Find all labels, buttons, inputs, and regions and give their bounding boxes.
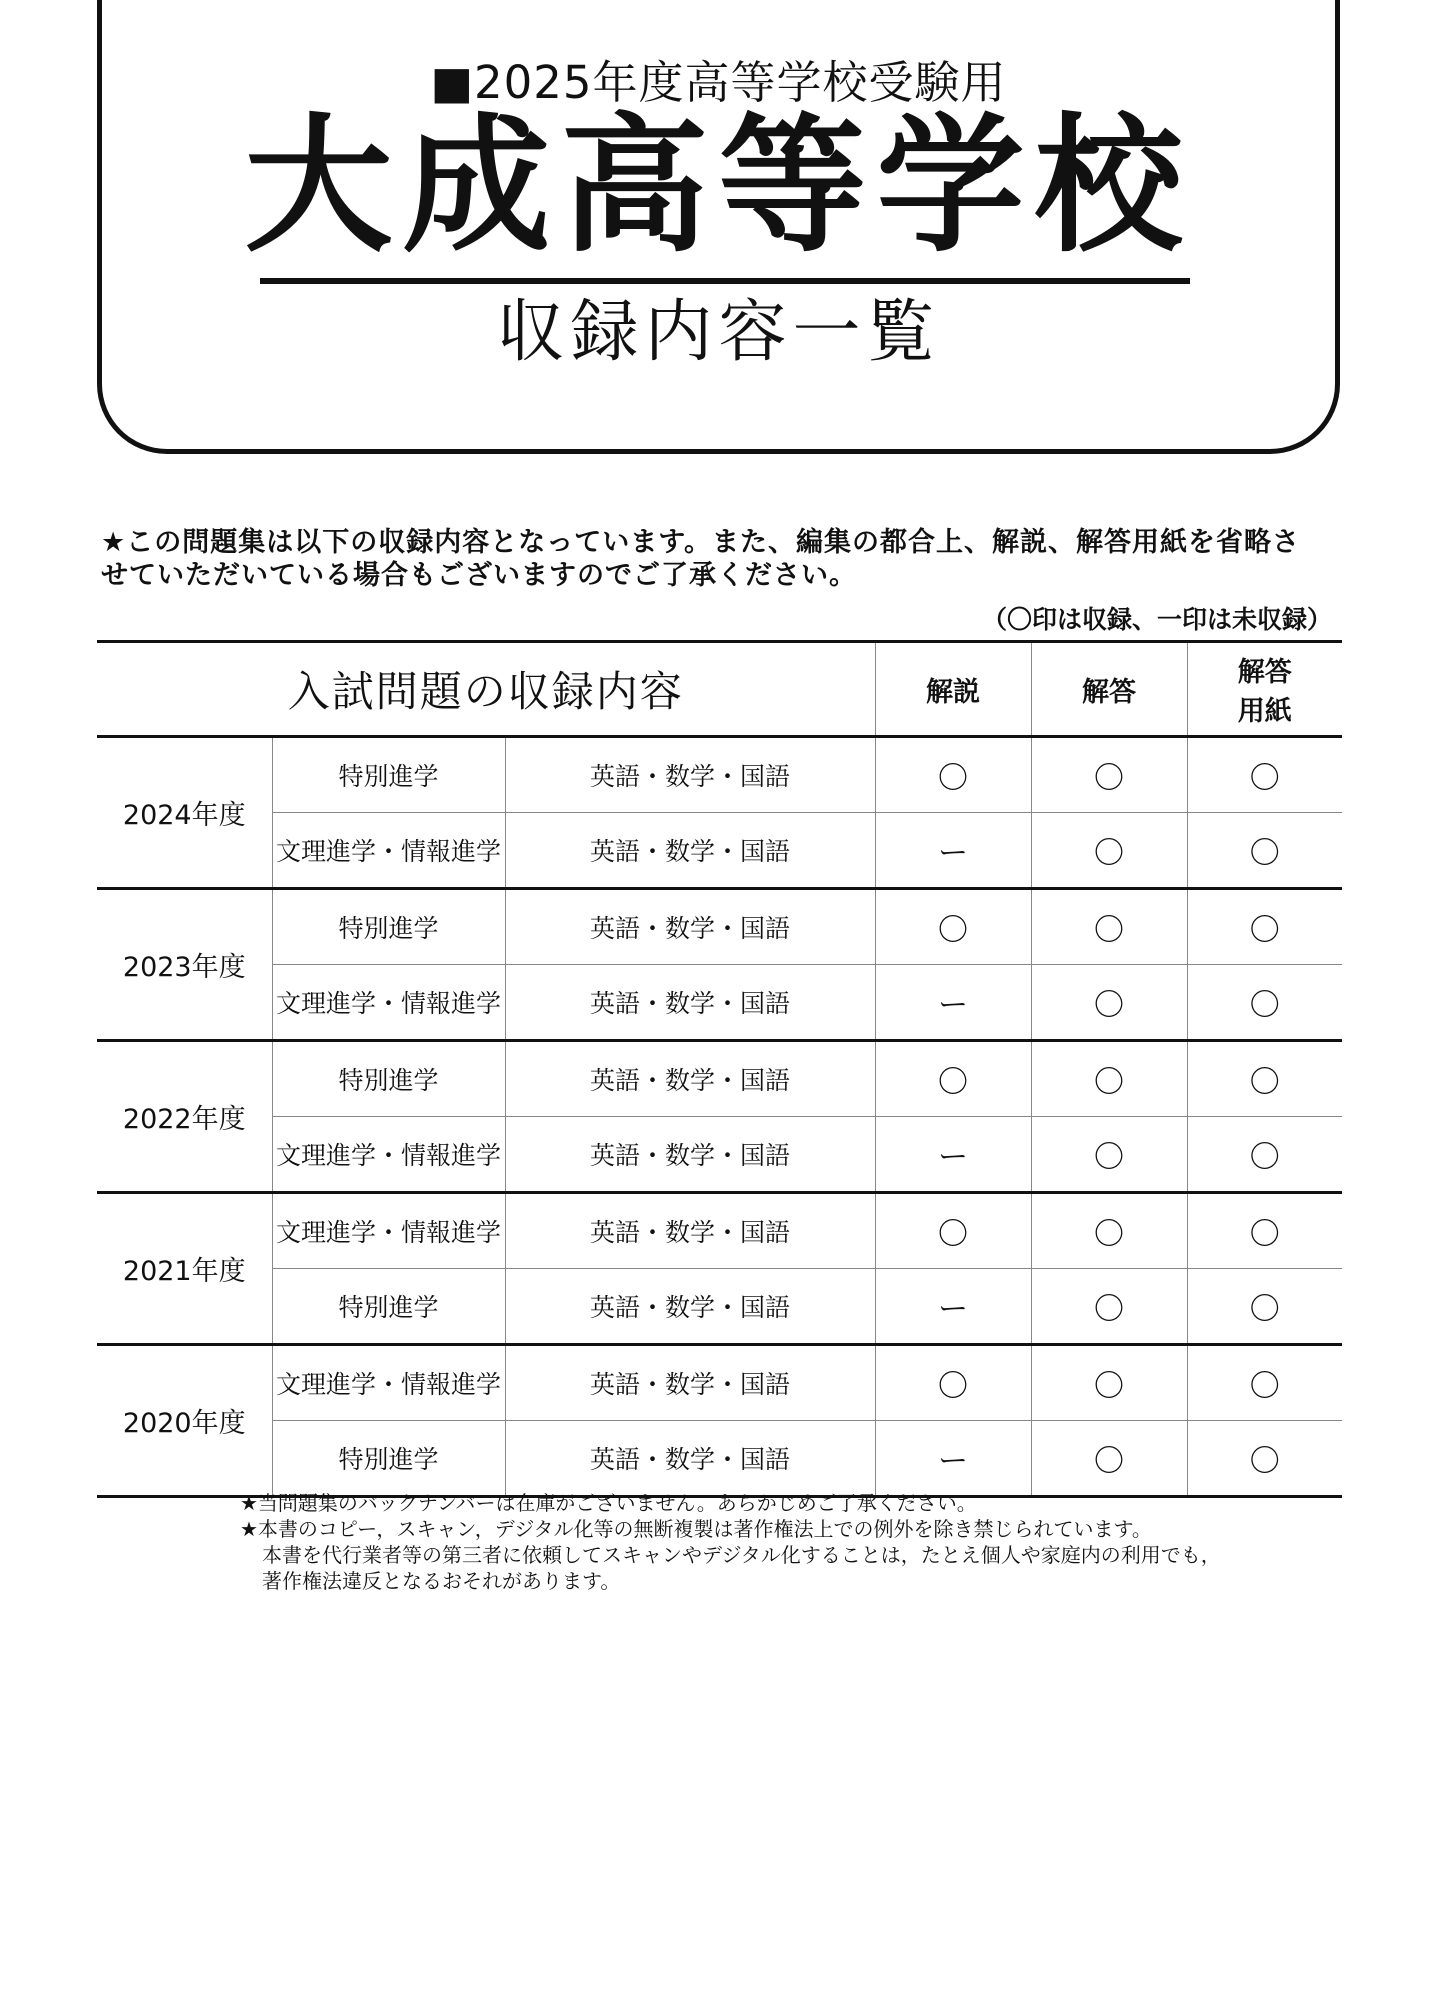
kaitou-mark: 〇 <box>1031 1041 1187 1117</box>
subjects-cell: 英語・数学・国語 <box>505 965 875 1041</box>
kaisetsu-mark: ー <box>875 1117 1031 1193</box>
subjects-cell: 英語・数学・国語 <box>505 1193 875 1269</box>
answer-sheet-mark: 〇 <box>1187 813 1342 889</box>
course-cell: 文理進学・情報進学 <box>272 965 505 1041</box>
table-row <box>97 1345 1342 1421</box>
subjects-cell: 英語・数学・国語 <box>505 813 875 889</box>
table-row <box>97 1269 1342 1345</box>
intro-line-1: ★この問題集は以下の収録内容となっています。また、編集の都合上、解説、解答用紙を省略さ <box>101 527 1301 558</box>
kaitou-mark: 〇 <box>1031 1269 1187 1345</box>
footnote-copyright: ★本書のコピー，スキャン，デジタル化等の無断複製は著作権法上での例外を除き禁じられています。 <box>240 1517 1152 1541</box>
kaitou-mark: 〇 <box>1031 1345 1187 1421</box>
answer-sheet-mark: 〇 <box>1187 1345 1342 1421</box>
table-header-row <box>97 642 1342 737</box>
kaisetsu-mark: 〇 <box>875 1041 1031 1117</box>
answer-sheet-mark: 〇 <box>1187 889 1342 965</box>
footnote-back-numbers: ★当問題集のバックナンバーは在庫がございません。あらかじめご了承ください。 <box>240 1491 977 1515</box>
header-answer-sheet-line-2: 用紙 <box>1237 696 1292 727</box>
footnote-copyright-detail: 本書を代行業者等の第三者に依頼してスキャンやデジタル化することは，たとえ個人や家庭内の利用でも， <box>262 1543 1221 1567</box>
header-box <box>97 0 1340 454</box>
table-row <box>97 889 1342 965</box>
header-kaitou: 解答 <box>1031 642 1187 737</box>
subjects-cell: 英語・数学・国語 <box>505 1345 875 1421</box>
course-cell: 特別進学 <box>272 1269 505 1345</box>
kaitou-mark: 〇 <box>1031 965 1187 1041</box>
subjects-cell: 英語・数学・国語 <box>505 737 875 813</box>
answer-sheet-mark: 〇 <box>1187 1041 1342 1117</box>
year-cell: 2021年度 <box>97 1193 272 1345</box>
header-kaisetsu: 解説 <box>875 642 1031 737</box>
kaitou-mark: 〇 <box>1031 1193 1187 1269</box>
kaitou-mark: 〇 <box>1031 889 1187 965</box>
kaitou-mark: 〇 <box>1031 1421 1187 1497</box>
answer-sheet-mark: 〇 <box>1187 737 1342 813</box>
school-name: 大成高等学校 <box>244 100 1193 272</box>
header-answer-sheet-line-1: 解答 <box>1237 657 1292 688</box>
subjects-cell: 英語・数学・国語 <box>505 1269 875 1345</box>
course-cell: 特別進学 <box>272 737 505 813</box>
document-title: 収録内容一覧 <box>496 293 941 372</box>
kaisetsu-mark: ー <box>875 965 1031 1041</box>
answer-sheet-mark: 〇 <box>1187 1269 1342 1345</box>
kaisetsu-mark: 〇 <box>875 1345 1031 1421</box>
course-cell: 文理進学・情報進学 <box>272 1117 505 1193</box>
answer-sheet-mark: 〇 <box>1187 965 1342 1041</box>
table-row <box>97 813 1342 889</box>
answer-sheet-mark: 〇 <box>1187 1117 1342 1193</box>
kaisetsu-mark: ー <box>875 813 1031 889</box>
year-cell: 2022年度 <box>97 1041 272 1193</box>
table-row <box>97 965 1342 1041</box>
title-underline <box>260 278 1190 284</box>
table-row <box>97 1193 1342 1269</box>
kaisetsu-mark: ー <box>875 1269 1031 1345</box>
course-cell: 特別進学 <box>272 1041 505 1117</box>
year-cell: 2023年度 <box>97 889 272 1041</box>
kaisetsu-mark: 〇 <box>875 1193 1031 1269</box>
kaisetsu-mark: 〇 <box>875 737 1031 813</box>
kaisetsu-mark: 〇 <box>875 889 1031 965</box>
course-cell: 文理進学・情報進学 <box>272 1193 505 1269</box>
subjects-cell: 英語・数学・国語 <box>505 1041 875 1117</box>
answer-sheet-mark: 〇 <box>1187 1193 1342 1269</box>
intro-line-2: せていただいている場合もございますのでご了承ください。 <box>101 560 857 591</box>
course-cell: 特別進学 <box>272 889 505 965</box>
kaitou-mark: 〇 <box>1031 737 1187 813</box>
footnote-copyright-detail-2: 著作権法違反となるおそれがあります。 <box>262 1569 621 1593</box>
header-exam-contents: 入試問題の収録内容 <box>97 642 875 737</box>
table-row <box>97 1421 1342 1497</box>
exam-year-subtitle: ■2025年度高等学校受験用 <box>430 56 1007 109</box>
kaitou-mark: 〇 <box>1031 813 1187 889</box>
header-answer-sheet <box>1187 642 1342 737</box>
kaisetsu-mark: ー <box>875 1421 1031 1497</box>
year-cell: 2020年度 <box>97 1345 272 1497</box>
answer-sheet-mark: 〇 <box>1187 1421 1342 1497</box>
subjects-cell: 英語・数学・国語 <box>505 1421 875 1497</box>
table-row <box>97 737 1342 813</box>
table-row <box>97 1117 1342 1193</box>
subjects-cell: 英語・数学・国語 <box>505 1117 875 1193</box>
course-cell: 文理進学・情報進学 <box>272 813 505 889</box>
year-cell: 2024年度 <box>97 737 272 889</box>
legend-note: （〇印は収録、一印は未収録） <box>981 605 1332 634</box>
intro-text <box>101 526 1341 592</box>
kaitou-mark: 〇 <box>1031 1117 1187 1193</box>
course-cell: 特別進学 <box>272 1421 505 1497</box>
footnotes <box>240 1490 1320 1594</box>
subjects-cell: 英語・数学・国語 <box>505 889 875 965</box>
course-cell: 文理進学・情報進学 <box>272 1345 505 1421</box>
table-row <box>97 1041 1342 1117</box>
contents-table <box>97 640 1342 1498</box>
